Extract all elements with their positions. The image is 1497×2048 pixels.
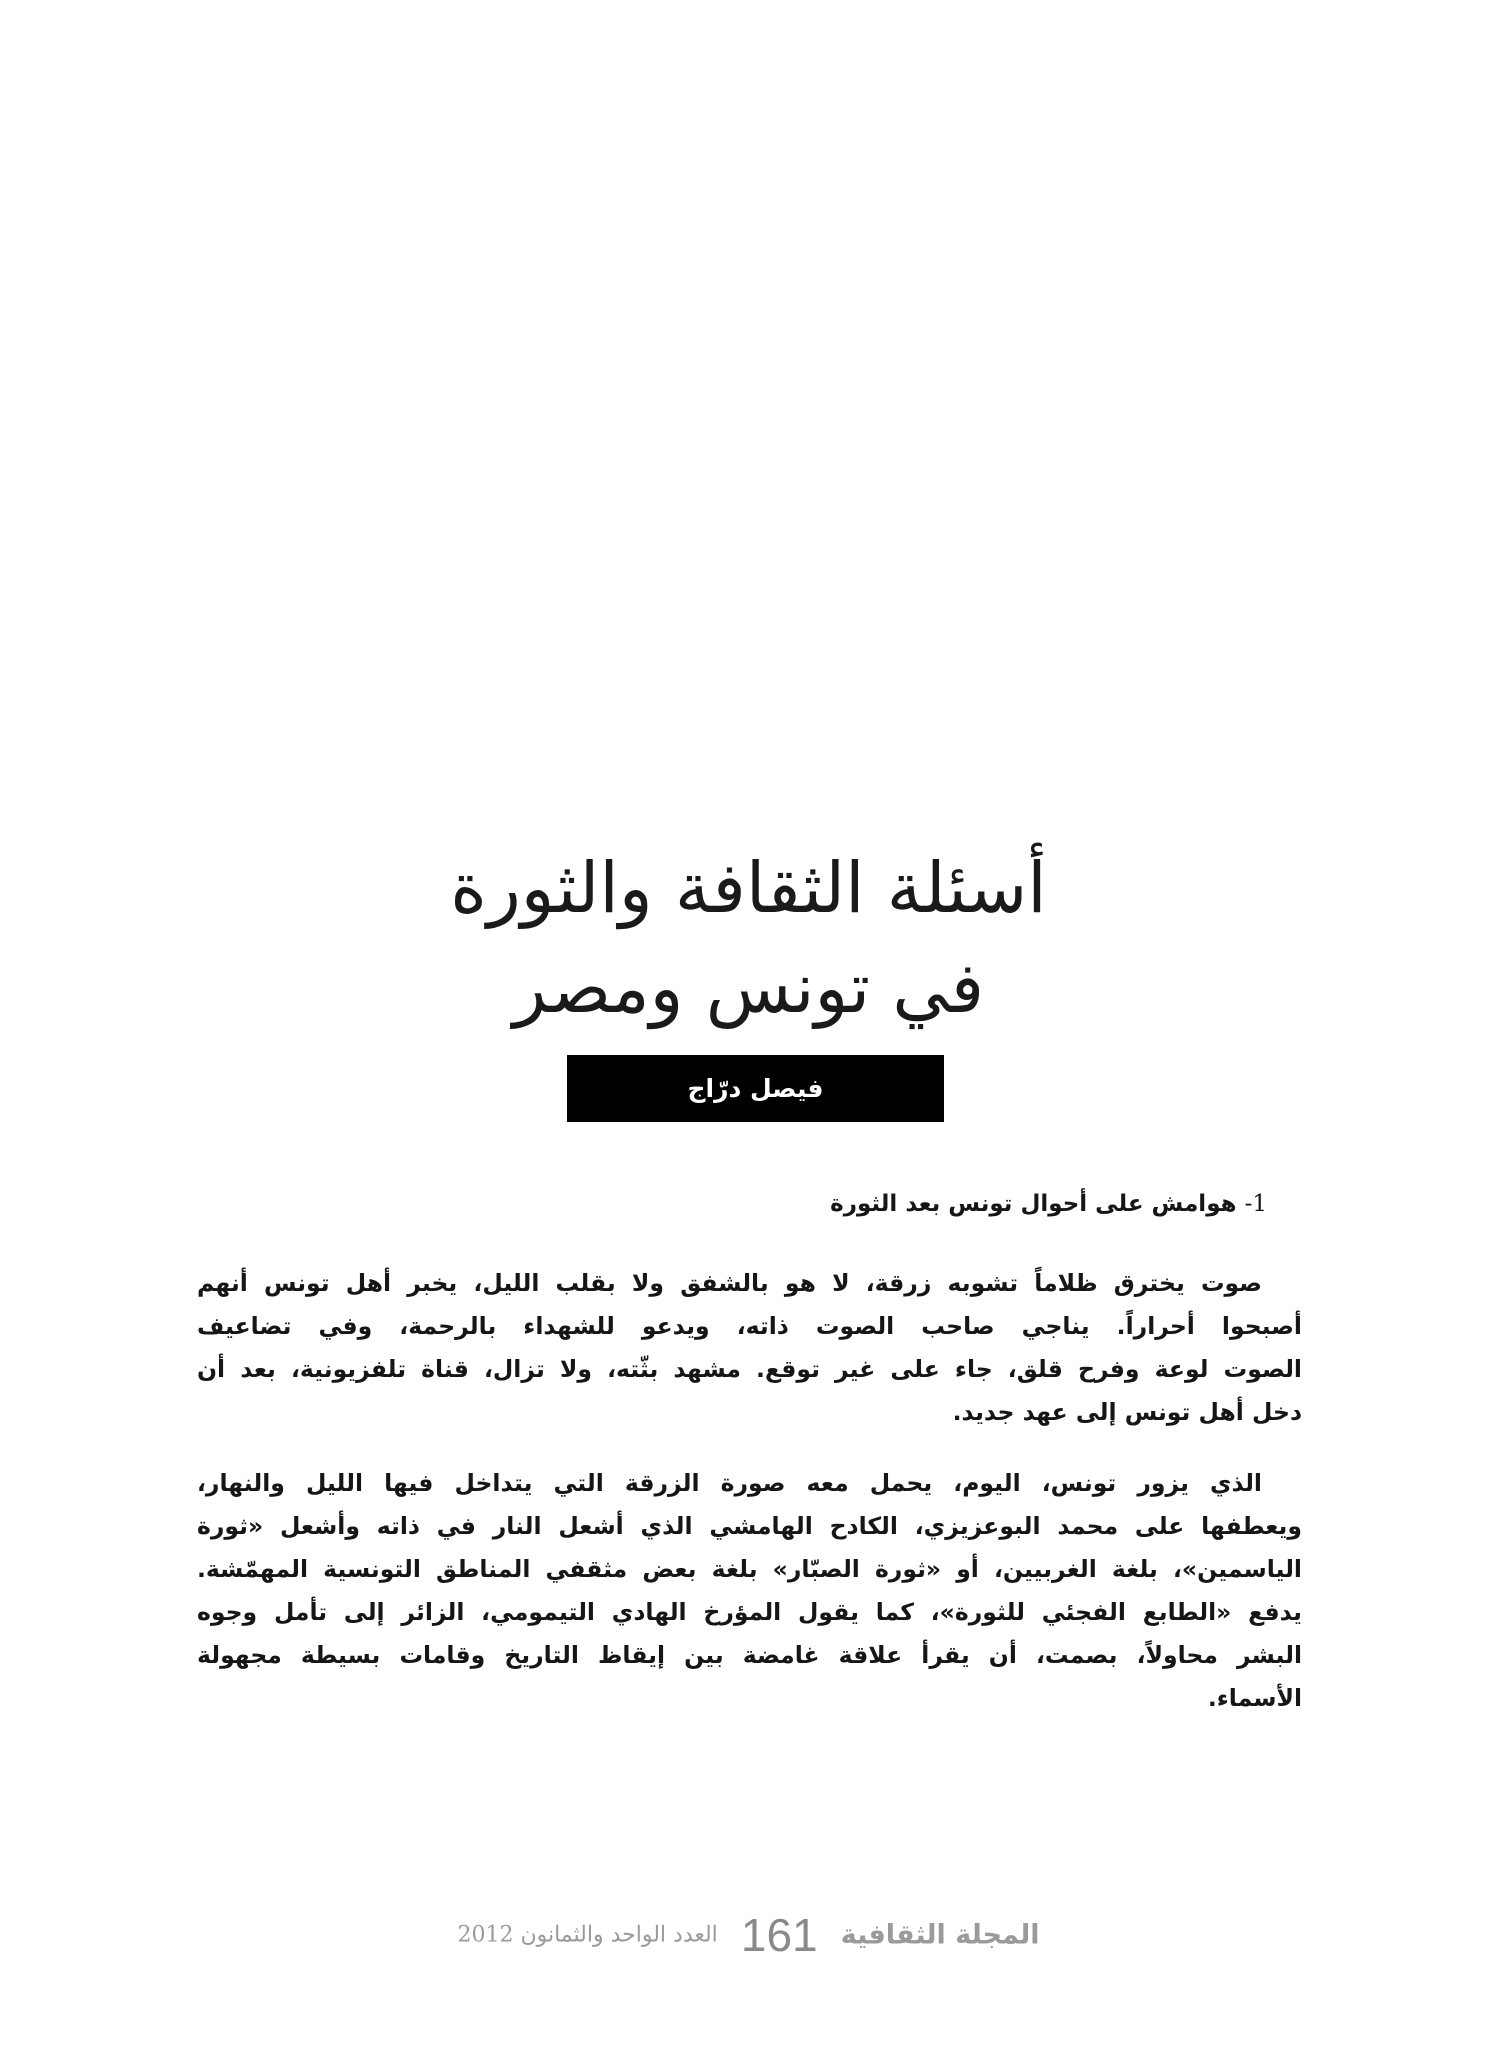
paragraph-line: دخل أهل تونس إلى عهد جديد. [952,1398,1302,1426]
paragraph-line: الياسمين»، بلغة الغربيين، أو «ثورة الصبّار» بلغة بعض مثقفي المناطق التونسية المهمّشة. [197,1555,1302,1583]
paragraph-2 [197,1462,1302,1720]
paragraph-line: البشر محاولاً، بصمت، أن يقرأ علاقة غامضة بين إيقاظ التاريخ وقامات بسيطة مجهولة [197,1641,1302,1669]
title-line-1: أسئلة الثقافة والثورة [450,847,1047,929]
section-heading-text: هوامش على أحوال تونس بعد الثورة [830,1191,1237,1217]
section-heading [830,1186,1267,1222]
paragraph-line: أصبحوا أحراراً. يناجي صاحب الصوت ذاته، ويدعو للشهداء بالرحمة، وفي تضاعيف [197,1312,1302,1340]
magazine-name: المجلة الثقافية [840,1919,1040,1951]
paragraph-line: الصوت لوعة وفرح قلق، جاء على غير توقع. مشهد بثّته، ولا تزال، قناة تلفزيونية، بعد أن [197,1355,1302,1383]
issue-label: العدد الواحد والثمانون 2012 [457,1922,718,1948]
paragraph-line: صوت يخترق ظلاماً تشوبه زرقة، لا هو بالشفق ولا بقلب الليل، يخبر أهل تونس أنهم [197,1269,1262,1297]
paragraph-line: يدفع «الطابع الفجئي للثورة»، كما يقول المؤرخ الهادي التيمومي، الزائر إلى تأمل وجوه [197,1598,1302,1626]
title-line-2: في تونس ومصر [512,947,985,1029]
section-number: 1- [1244,1191,1267,1217]
paragraph-line: ويعطفها على محمد البوعزيزي، الكادح الهامشي الذي أشعل النار في ذاته وأشعل «ثورة [197,1512,1302,1540]
paragraph-line: الأسماء. [1207,1684,1302,1712]
page-number: 161 [740,1909,818,1961]
paragraph-line: الذي يزور تونس، اليوم، يحمل معه صورة الزرقة التي يتداخل فيها الليل والنهار، [197,1469,1262,1497]
paragraph-1 [197,1262,1302,1434]
page-footer [0,1908,1497,1962]
author-name: فيصل درّاج [687,1074,824,1103]
author-label [567,1055,944,1122]
article-title [0,838,1497,1038]
